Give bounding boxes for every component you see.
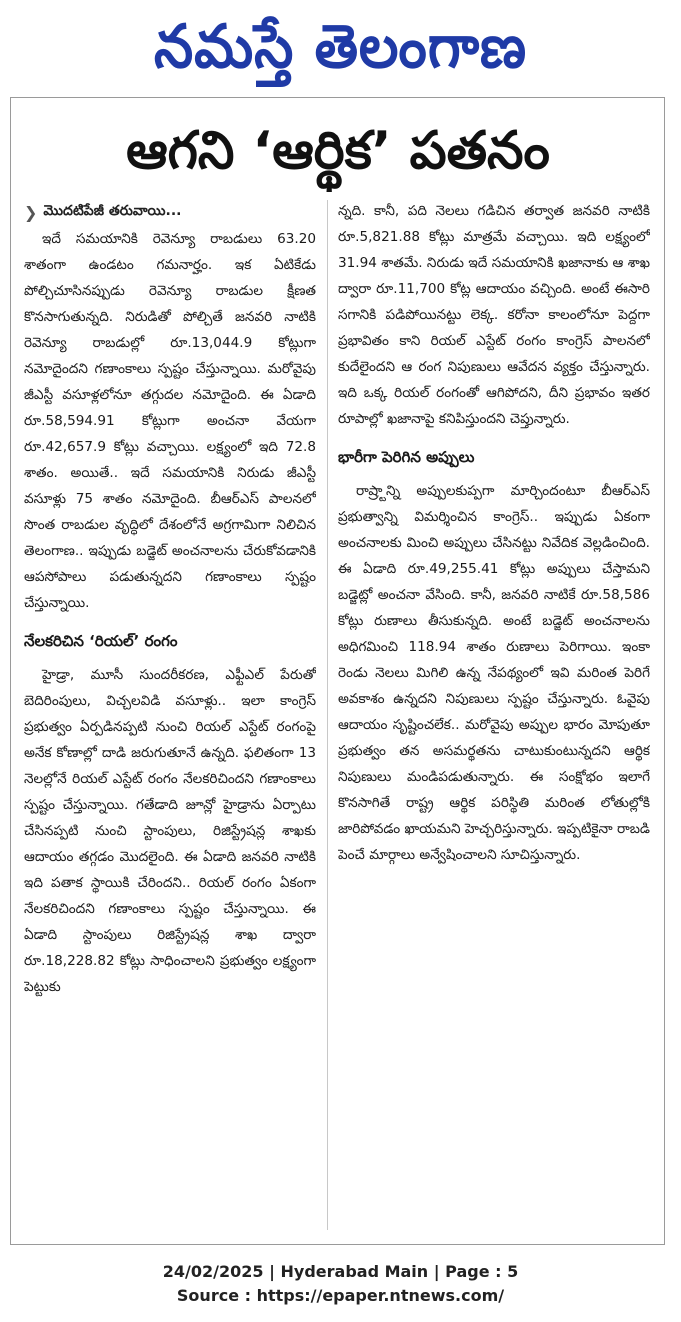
footer-date-line: 24/02/2025 | Hyderabad Main | Page : 5 (162, 1262, 519, 1281)
body-paragraph: హైడ్రా, మూసీ సుందరీకరణ, ఎఫ్టీఎల్ పేరుతో బెదిరింపులు, విచ్చలవిడి వసూళ్లు.. ఇలా కాంగ్రెస్ ప్రభుత్వం ఏర్పడినప్పటి నుంచి రియల్ ఎస్టేట్ రంగంపై అనేక కోణాల్లో దాడి జరుగుతూనే ఉన్నది. ఫలితంగా 13 నెలల్లోనే రియల్ ఎస్టేట్ రంగం నేలకరిచిందని గణాంకాలు స్పష్టం చేస్తున్నాయి. గతేడాది జూన్లో హైడ్రాను ఏర్పాటు చేసినప్పటి నుంచి స్టాంపులు, రిజిస్ట్రేషన్ల శాఖకు ఆదాయం తగ్గడం మొదలైంది. ఈ ఏడాది జనవరి నాటికి ఇది పతాక స్థాయికి చేరిందని.. రియల్ రంగం ఏకంగా నేలకరిచిందని గణాంకాలు స్పష్టం చేస్తున్నాయి. ఈ ఏడాది స్టాంపులు రిజిస్ట్రేషన్ల శాఖ ద్వారా రూ.18,228.82 కోట్లు సాధించాలని ప్రభుత్వం లక్ష్యంగా పెట్టుకు (24, 667, 316, 995)
subheading-debts: భారీగా పెరిగిన అప్పులు (338, 448, 475, 466)
body-paragraph: రాష్ర్టాన్ని అప్పులకుప్పగా మార్చిందంటూ బీఆర్ఎస్ ప్రభుత్వాన్ని విమర్శించిన కాంగ్రెస్.. ఇప్పుడు ఏకంగా అంచనాలకు మించి అప్పులు చేసినట్టు నివేదిక వెల్లడించింది. ఈ ఏడాది రూ.49,255.41 కోట్లు అప్పులు చేస్తామని బడ్జెట్లో అంచనా వేసింది. కానీ, జనవరి నాటికే రూ.58,586 కోట్లు రుణాలు తీసుకున్నది. అంటే బడ్జెట్ అంచనాలను అధిగమించి 118.94 శాతం రుణాలు పెరిగాయి. ఇంకా రెండు నెలలు మిగిలి ఉన్న నేపథ్యంలో ఇవి మరింత పెరిగే అవకాశం ఉన్నదని నిపుణులు స్పష్టం చేస్తున్నారు. ఓవైపు ఆదాయం సృష్టించలేక.. మరోవైపు అప్పుల భారం మోపుతూ ప్రభుత్వం తన అసమర్థతను చాటుకుంటున్నదని ఆర్థిక నిపుణులు మండిపడుతున్నారు. ఈ సంక్షోభం ఇలాగే కొనసాగితే రాష్ట్ర ఆర్థిక పరిస్థితి మరింత లోతుల్లోకి జారిపోవడం ఖాయమని హెచ్చరిస్తున్నారు. ఇప్పటికైనా రాబడి పెంచే మార్గాలు అన్వేషించాలని సూచిస్తున్నారు. (338, 483, 650, 863)
headline-text: ఆగని ‘ఆర్థిక’ పతనం (126, 121, 550, 181)
article-column-right (338, 198, 650, 1234)
jump-line (24, 198, 316, 226)
subheading-real-estate: నేలకరిచిన ‘రియల్’ రంగం (24, 632, 178, 650)
article-headline (12, 110, 664, 192)
masthead-title: నమస్తే తెలంగాణ (153, 12, 527, 82)
masthead-logo (0, 4, 681, 90)
body-paragraph: ఇదే సమయానికి రెవెన్యూ రాబడులు 63.20 శాతంగా ఉండటం గమనార్హం. ఇక ఏటికేడు పోల్చిచూసినప్పుడు రెవెన్యూ రాబడుల క్షీణత కొనసాగుతున్నది. నిరుడితో పోల్చితే జనవరి నాటికి రెవెన్యూ రాబడుల్లో రూ.13,044.9 కోట్లుగా నమోదైందని గణాంకాలు స్పష్టం చేస్తున్నాయి. మరోవైపు జీఎస్టీ వసూళ్లలోనూ తగ్గుదల నమోదైంది. ఈ ఏడాది రూ.58,594.91 కోట్లుగా అంచనా వేయగా రూ.42,657.9 కోట్లు వచ్చాయి. లక్ష్యంలో ఇది 72.8 శాతం. అయితే.. ఇదే సమయానికి నిరుడు జీఎస్టీ వసూళ్లు 75 శాతం నమోదైంది. బీఆర్ఎస్ పాలనలో సొంత రాబడుల వృద్ధిలో దేశంలోనే అగ్రగామిగా నిలిచిన తెలంగాణ.. ఇప్పుడు బడ్జెట్ అంచనాలను చేరుకోవడానికి ఆపసోపాలు పడుతున్నదని గణాంకాలు స్పష్టం చేస్తున్నాయి. (24, 231, 316, 611)
chevron-right-icon: ❯ (24, 202, 38, 222)
jump-line-text: మొదటిపేజీ తరువాయి... (43, 202, 182, 219)
column-divider (327, 200, 328, 1230)
body-paragraph: న్నది. కానీ, పది నెలలు గడిచిన తర్వాత జనవరి నాటికి రూ.5,821.88 కోట్లు మాత్రమే వచ్చాయి. ఇది లక్ష్యంలో 31.94 శాతమే. నిరుడు ఇదే సమయానికి ఖజానాకు ఆ శాఖ ద్వారా రూ.11,700 కోట్ల ఆదాయం వచ్చింది. అంటే ఈసారి సగానికి పడిపోయినట్టు లెక్క. కరోనా కాలంలోనూ పెద్దగా ప్రభావితం కాని రియల్ ఎస్టేట్ రంగం కాంగ్రెస్ పాలనలో కుదేలైందని ఆ రంగ నిపుణులు ఆవేదన వ్యక్తం చేస్తున్నారు. ఇది ఒక్క రియల్ రంగంతో ఆగిపోదని, దీని ప్రభావం ఇతర రూపాల్లో ఖజానాపై కనిపిస్తుందని చెప్తున్నారు. (338, 203, 650, 427)
article-column-left (24, 198, 316, 1234)
footer-source-line: Source : https://epaper.ntnews.com/ (176, 1286, 505, 1305)
